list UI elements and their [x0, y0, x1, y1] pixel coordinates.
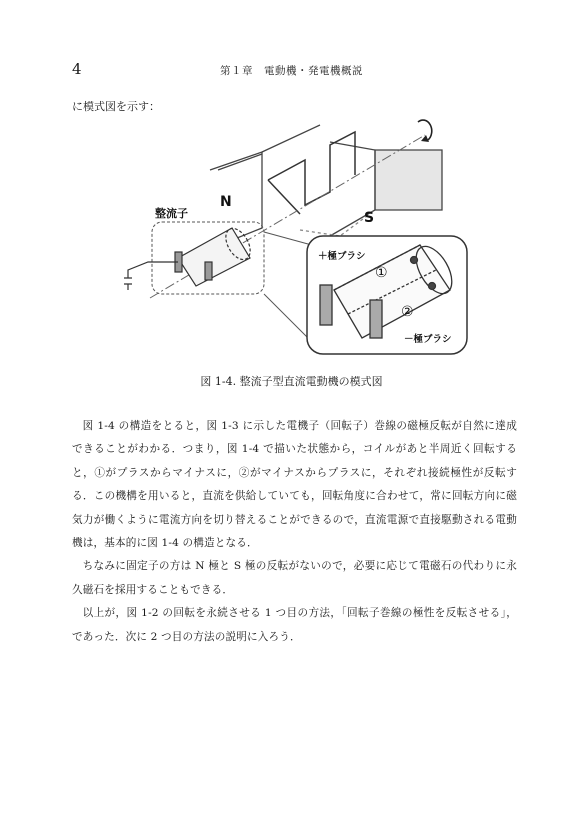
body-text [72, 415, 517, 649]
body-paragraph: ちなみに固定子の方は N 極と S 極の反転がないので，必要に応じて電磁石の代わりに永久磁石を採用することもできる． [72, 560, 517, 596]
segment-1-label: ① [375, 265, 388, 281]
commutator-small [175, 224, 255, 286]
body-paragraph: 図 1-4 の構造をとると，図 1-3 に示した電機子（回転子）巻線の磁極反転が自然に達成できることがわかる．つまり，図 1-4 で描いた状態から，コイルがあと半周近く回転すると，①がプラスからマイナスに，②がマイナスからプラスに，それぞれ接続極性が反転する．この機構を用いると，直流を供給していても，回転角度に合わせて，常に回転方向に磁気力が働くように電流方向を切り替えることができるので，直流電源で直接駆動される電動機は，基本的に図 1-4 の構造となる． [72, 420, 517, 550]
figure-caption: 図 1-4. 整流子型直流電動機の模式図 [200, 375, 383, 388]
minus-brush-label: －極ブラシ [404, 334, 452, 345]
body-paragraph: 以上が，図 1-2 の回転を永続させる 1 つ目の方法，「回転子巻線の極性を反転させる」，であった．次に 2 つ目の方法の説明に入ろう． [72, 607, 517, 643]
intro-text: に模式図を示す： [72, 100, 160, 113]
south-label: S [364, 210, 375, 226]
commutator-label: 整流子 [155, 207, 188, 220]
plus-brush-label: ＋極ブラシ [318, 251, 366, 262]
north-magnet [210, 125, 320, 244]
north-label: N [220, 194, 232, 210]
running-title: 第１章 電動機・発電機概説 [220, 65, 363, 77]
page-number: 4 [72, 60, 82, 78]
segment-2-label: ② [401, 304, 414, 320]
